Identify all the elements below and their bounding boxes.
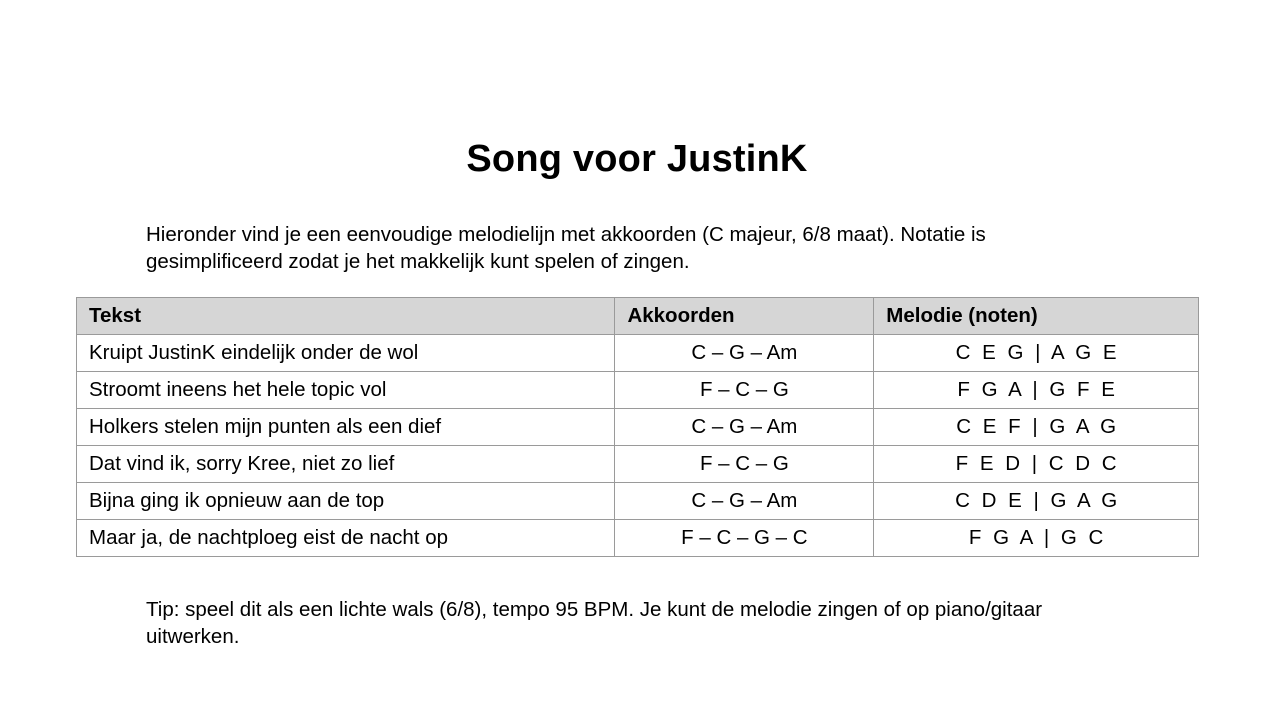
cell-akkoorden: F – C – G (615, 446, 874, 483)
cell-melodie: F E D | C D C (874, 446, 1199, 483)
cell-melodie: F G A | G F E (874, 372, 1199, 409)
cell-tekst: Maar ja, de nachtploeg eist de nacht op (77, 520, 615, 557)
intro-paragraph: Hieronder vind je een eenvoudige melodielijn met akkoorden (C majeur, 6/8 maat). Notatie is gesimplificeerd zodat je het makkelijk kunt spelen of zingen. (146, 223, 986, 273)
table-row (77, 483, 1199, 520)
cell-tekst: Kruipt JustinK eindelijk onder de wol (77, 335, 615, 372)
cell-tekst: Holkers stelen mijn punten als een dief (77, 409, 615, 446)
tip-paragraph: Tip: speel dit als een lichte wals (6/8), tempo 95 BPM. Je kunt de melodie zingen of op piano/gitaar uitwerken. (146, 598, 1043, 648)
page-title: Song voor JustinK (466, 138, 808, 180)
cell-tekst: Stroomt ineens het hele topic vol (77, 372, 615, 409)
cell-melodie: C D E | G A G (874, 483, 1199, 520)
table-row (77, 446, 1199, 483)
cell-akkoorden: C – G – Am (615, 409, 874, 446)
header-tekst: Tekst (77, 298, 615, 335)
table-row (77, 409, 1199, 446)
cell-akkoorden: C – G – Am (615, 483, 874, 520)
cell-melodie: C E F | G A G (874, 409, 1199, 446)
cell-akkoorden: F – C – G (615, 372, 874, 409)
table-header-row (77, 298, 1199, 335)
cell-akkoorden: C – G – Am (615, 335, 874, 372)
cell-melodie: F G A | G C (874, 520, 1199, 557)
header-melodie: Melodie (noten) (874, 298, 1199, 335)
table-row (77, 520, 1199, 557)
table-row (77, 335, 1199, 372)
cell-akkoorden: F – C – G – C (615, 520, 874, 557)
song-table (76, 297, 1199, 557)
header-akkoorden: Akkoorden (615, 298, 874, 335)
cell-tekst: Dat vind ik, sorry Kree, niet zo lief (77, 446, 615, 483)
cell-tekst: Bijna ging ik opnieuw aan de top (77, 483, 615, 520)
table-row (77, 372, 1199, 409)
cell-melodie: C E G | A G E (874, 335, 1199, 372)
